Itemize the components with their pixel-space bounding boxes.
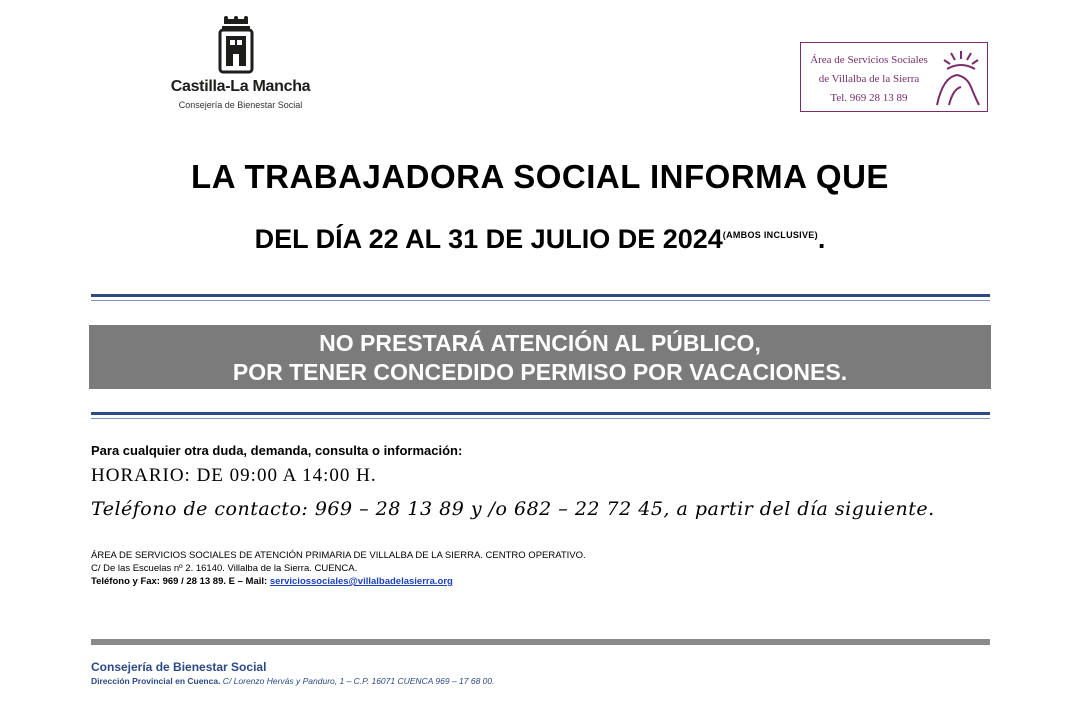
date-range-text: DEL DÍA 22 AL 31 DE JULIO DE 2024 [254,224,723,254]
main-title: LA TRABAJADORA SOCIAL INFORMA QUE [191,158,889,195]
address-line2: C/ De las Escuelas nº 2. 16140. Villalba de la Sierra. CUENCA. [91,563,358,574]
divider-rule [91,294,990,301]
contact-phone: Teléfono de contacto: 969 – 28 13 89 y /o 682 – 22 72 45, a partir del día siguiente. [91,498,935,520]
opening-hours: HORARIO: DE 09:00 A 14:00 H. [91,465,377,486]
address-block [91,549,586,588]
castilla-la-mancha-logo [168,16,313,116]
footer [91,660,495,686]
notice-banner [89,325,991,389]
address-line3 [91,575,586,588]
logo-name: Castilla-La Mancha [170,78,311,95]
castle-crown-icon [216,16,256,74]
email-link[interactable]: serviciossociales@villalbadelasierra.org [269,576,453,587]
logo-right-line1: Área de Servicios Sociales [810,54,928,66]
address-line1: ÁREA DE SERVICIOS SOCIALES DE ATENCIÓN PRIMARIA DE VILLALBA DE LA SIERRA. CENTRO OPERATIVO. [91,550,586,561]
logo-right-line3: Tel. 969 28 13 89 [830,92,908,104]
date-range-note: (AMBOS INCLUSIVE) [722,230,818,240]
footer-rule [91,639,990,645]
logo-right-line2: de Villalba de la Sierra [818,73,920,85]
divider-rule [91,412,990,419]
footer-title: Consejería de Bienestar Social [91,660,267,674]
servicios-sociales-logo [800,42,988,112]
sun-people-icon [931,47,983,109]
footer-address [91,676,495,686]
banner-line2: POR TENER CONCEDIDO PERMISO POR VACACIONES. [232,359,848,385]
footer-address-rest: C/ Lorenzo Hervás y Panduro, 1 – C.P. 16071 CUENCA 969 – 17 68 00. [220,676,495,686]
logo-subtitle: Consejería de Bienestar Social [178,100,303,110]
date-range-period: . [817,224,826,254]
footer-address-bold: Dirección Provincial en Cuenca. [91,676,221,686]
contact-intro: Para cualquier otra duda, demanda, consulta o información: [91,443,463,458]
date-range [0,224,1080,255]
banner-line1: NO PRESTARÁ ATENCIÓN AL PÚBLICO, [319,330,761,356]
phone-fax-text: Teléfono y Fax: 969 / 28 13 89. E – Mail: [91,576,270,587]
